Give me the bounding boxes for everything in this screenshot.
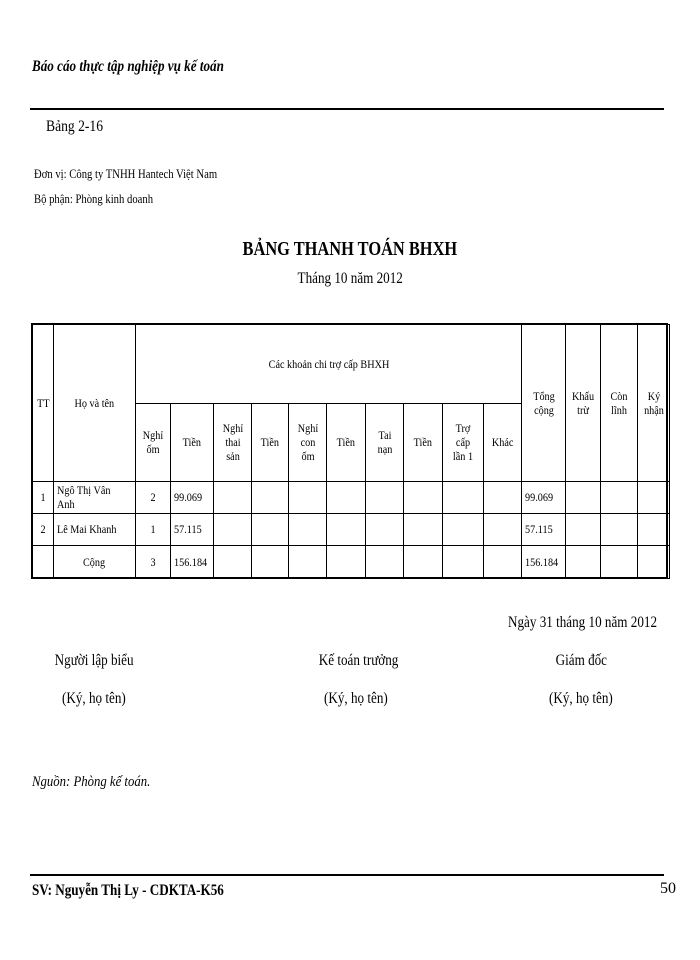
- signature-chief-accountant-note: (Ký, họ tên): [324, 690, 388, 707]
- cell-nghi-om: 1: [136, 514, 171, 546]
- signature-preparer-note: (Ký, họ tên): [62, 690, 126, 707]
- header-remain: Còn lĩnh: [601, 325, 638, 482]
- source-note: Nguồn: Phòng kế toán.: [32, 774, 151, 790]
- subheader-tien-2: Tiền: [252, 404, 289, 482]
- header-deduct: Khấu trừ: [566, 325, 601, 482]
- document-subtitle: Tháng 10 năm 2012: [297, 270, 403, 287]
- cell-empty: [601, 514, 638, 546]
- subheader-tro-cap: Trợ cấp lần 1: [443, 404, 484, 482]
- cell-empty: [404, 514, 443, 546]
- cell-empty: [327, 514, 366, 546]
- header-total: Tổng cộng: [522, 325, 566, 482]
- cell-empty: [214, 514, 252, 546]
- cell-empty: [252, 482, 289, 514]
- cell-empty: [566, 482, 601, 514]
- cell-tien: 57.115: [171, 514, 214, 546]
- cell-sum-nghi-om: 3: [136, 546, 171, 579]
- header-rule: [30, 108, 664, 110]
- table-row: [33, 482, 670, 514]
- cell-empty: [566, 514, 601, 546]
- cell-empty: [327, 546, 366, 579]
- table-row: [33, 514, 670, 546]
- table-label: Bảng 2-16: [46, 118, 104, 135]
- cell-empty: [638, 482, 670, 514]
- header-group: Các khoản chi trợ cấp BHXH: [136, 325, 522, 404]
- cell-empty: [601, 482, 638, 514]
- cell-empty: [566, 546, 601, 579]
- cell-name: Ngô Thị Vân Anh: [54, 482, 136, 514]
- org-line: Đơn vị: Công ty TNHH Hantech Việt Nam: [34, 166, 218, 181]
- subheader-nghi-thai-san: Nghỉ thai sản: [214, 404, 252, 482]
- footer-student: SV: Nguyễn Thị Ly - CDKTA-K56: [32, 882, 224, 899]
- bhxh-payment-table: [32, 324, 670, 579]
- subheader-tien-1: Tiền: [171, 404, 214, 482]
- subheader-khac: Khác: [484, 404, 522, 482]
- header-name: Họ và tên: [54, 325, 136, 482]
- signature-preparer-role: Người lập biểu: [54, 652, 134, 669]
- cell-tien: 99.069: [171, 482, 214, 514]
- cell-empty: [366, 546, 404, 579]
- cell-empty: [289, 546, 327, 579]
- footer-page-number: 50: [660, 880, 676, 897]
- subheader-tien-4: Tiền: [404, 404, 443, 482]
- footer-rule: [30, 874, 664, 876]
- cell-empty: [252, 546, 289, 579]
- cell-name: Lê Mai Khanh: [54, 514, 136, 546]
- cell-empty: [404, 546, 443, 579]
- sum-row: [33, 546, 670, 579]
- cell-empty: [601, 546, 638, 579]
- cell-empty: [33, 546, 54, 579]
- cell-empty: [484, 514, 522, 546]
- cell-sum-label: Cộng: [54, 546, 136, 579]
- header-sign: Ký nhận: [638, 325, 670, 482]
- cell-empty: [638, 514, 670, 546]
- subheader-tien-3: Tiền: [327, 404, 366, 482]
- report-header-title: Báo cáo thực tập nghiệp vụ kế toán: [32, 58, 224, 75]
- cell-total: 57.115: [522, 514, 566, 546]
- cell-empty: [638, 546, 670, 579]
- cell-empty: [252, 514, 289, 546]
- cell-tt: 1: [33, 482, 54, 514]
- cell-empty: [443, 546, 484, 579]
- cell-empty: [214, 482, 252, 514]
- document-title: BẢNG THANH TOÁN BHXH: [242, 238, 458, 260]
- subheader-nghi-con-om: Nghỉ con ốm: [289, 404, 327, 482]
- cell-empty: [366, 514, 404, 546]
- cell-nghi-om: 2: [136, 482, 171, 514]
- subheader-tai-nan: Tai nạn: [366, 404, 404, 482]
- cell-empty: [443, 482, 484, 514]
- cell-empty: [214, 546, 252, 579]
- signature-director-note: (Ký, họ tên): [549, 690, 613, 707]
- cell-empty: [484, 482, 522, 514]
- cell-sum-total: 156.184: [522, 546, 566, 579]
- cell-empty: [404, 482, 443, 514]
- cell-empty: [484, 546, 522, 579]
- cell-sum-tien: 156.184: [171, 546, 214, 579]
- dept-line: Bộ phận: Phòng kinh doanh: [34, 191, 154, 206]
- cell-tt: 2: [33, 514, 54, 546]
- signature-director-role: Giám đốc: [555, 652, 607, 669]
- cell-empty: [443, 514, 484, 546]
- cell-empty: [289, 482, 327, 514]
- signature-chief-accountant-role: Kế toán trưởng: [319, 652, 399, 669]
- cell-empty: [327, 482, 366, 514]
- cell-empty: [289, 514, 327, 546]
- date-line: Ngày 31 tháng 10 năm 2012: [508, 614, 658, 631]
- header-tt: TT: [33, 325, 54, 482]
- subheader-nghi-om: Nghỉ ốm: [136, 404, 171, 482]
- cell-empty: [366, 482, 404, 514]
- cell-total: 99.069: [522, 482, 566, 514]
